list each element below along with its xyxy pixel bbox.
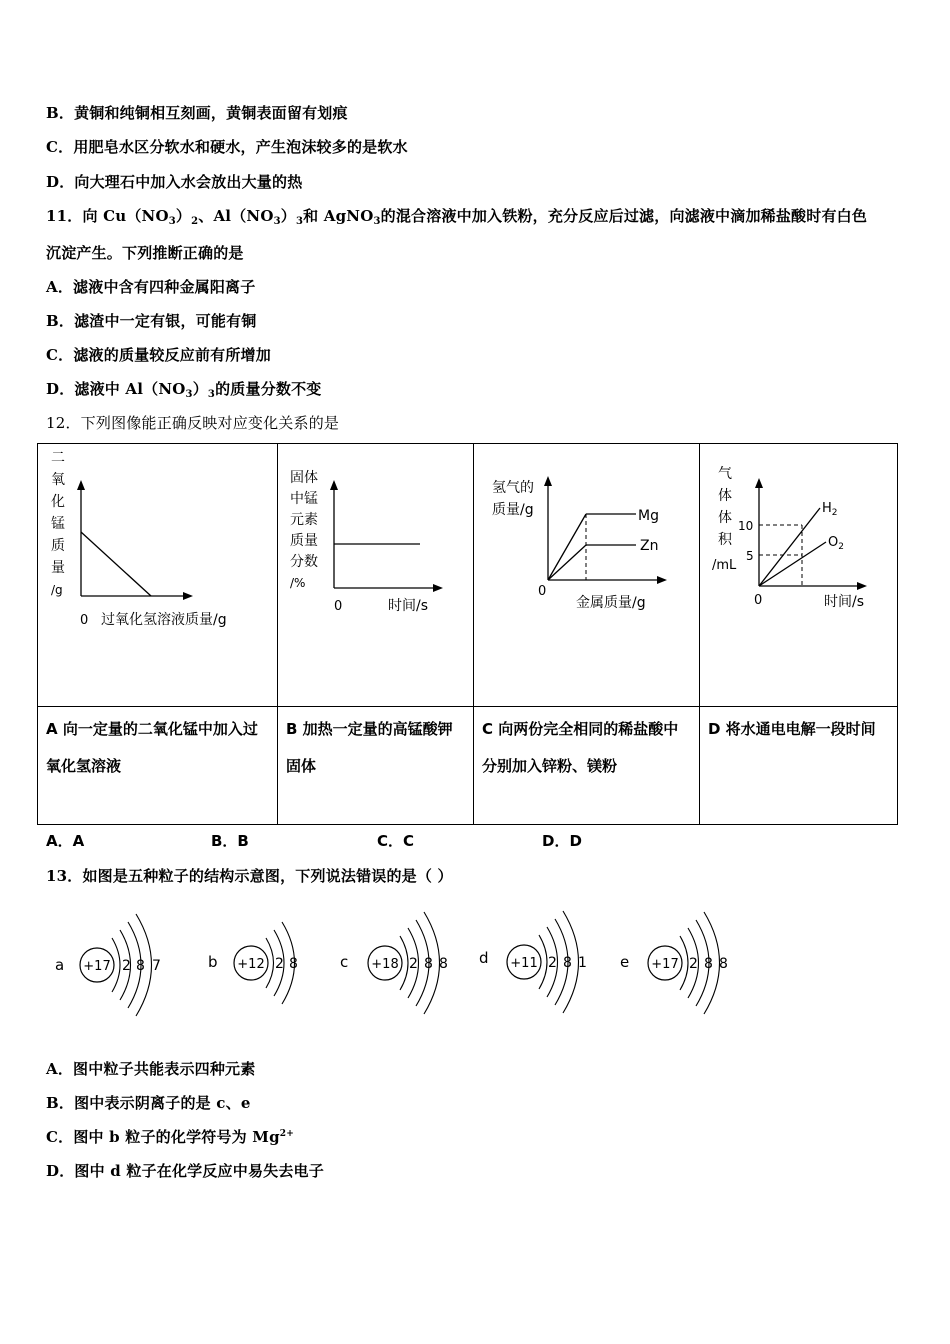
graph-d-ylabel-2: 体 bbox=[718, 510, 732, 526]
q12-stem: 12．下列图像能正确反映对应变化关系的是 bbox=[46, 414, 340, 432]
particle-e-shell-1-count: 2 bbox=[689, 956, 698, 972]
particle-c-shell-1 bbox=[400, 936, 408, 990]
graph-a-ylabel-6: /g bbox=[51, 583, 63, 597]
graph-d-h2-line bbox=[759, 508, 820, 586]
graph-a-ylabel-3: 锰 bbox=[51, 516, 65, 532]
graph-b-ylabel-0: 固体 bbox=[290, 470, 318, 486]
graph-b-ylabel-5: /% bbox=[290, 576, 306, 590]
particle-b-shell-2-count: 8 bbox=[289, 956, 298, 972]
q13-option-d: D．图中 d 粒子在化学反应中易失去电子 bbox=[46, 1162, 324, 1180]
q13-option-a: A．图中粒子共能表示四种元素 bbox=[46, 1060, 256, 1078]
graph-b-xlabel: 时间/s bbox=[388, 598, 429, 614]
graph-c-caption: C 向两份完全相同的稀盐酸中分别加入锌粉、镁粉 bbox=[482, 720, 679, 775]
graph-a-cell bbox=[38, 444, 278, 707]
graph-a-origin: 0 bbox=[80, 613, 89, 628]
graph-a-ylabel-1: 氧 bbox=[51, 472, 65, 488]
graph-c-xlabel: 金属质量/g bbox=[576, 595, 646, 611]
graph-d-ylabel-1: 体 bbox=[718, 488, 732, 504]
particle-b-shell-1-count: 2 bbox=[275, 956, 284, 972]
graph-d-ylabel-3: 积 bbox=[718, 532, 732, 548]
graph-a-series-line bbox=[81, 532, 151, 596]
graph-c-ylabel-1: 质量/g bbox=[492, 502, 534, 518]
particle-a-shell-1-count: 2 bbox=[122, 958, 131, 974]
graph-d bbox=[700, 444, 898, 702]
particle-c-shell-1-count: 2 bbox=[409, 956, 418, 972]
graph-a bbox=[38, 444, 278, 702]
graph-d-cell bbox=[700, 444, 898, 707]
graph-d-caption: D 将水通电电解一段时间 bbox=[708, 720, 876, 738]
graph-d-origin: 0 bbox=[754, 593, 763, 608]
q11-option-c: C．滤液的质量较反应前有所增加 bbox=[46, 346, 271, 364]
graph-b-y-arrow bbox=[330, 480, 338, 490]
particle-c-shell-2-count: 8 bbox=[424, 956, 433, 972]
particle-d-shell-2-count: 8 bbox=[563, 955, 572, 971]
q10-option-d: D．向大理石中加入水会放出大量的热 bbox=[46, 173, 303, 191]
particle-b-shell-1 bbox=[266, 938, 274, 988]
particle-a-shell-2-count: 8 bbox=[136, 958, 145, 974]
graph-a-caption: A 向一定量的二氧化锰中加入过氧化氢溶液 bbox=[46, 720, 258, 775]
particle-c-charge: +18 bbox=[371, 957, 399, 972]
particle-b bbox=[203, 905, 313, 1020]
q11-option-b: B．滤渣中一定有银，可能有铜 bbox=[46, 312, 257, 330]
particle-a-shell-3-count: 7 bbox=[152, 958, 161, 974]
particle-d-shell-1 bbox=[539, 935, 547, 989]
graph-c-origin: 0 bbox=[538, 584, 547, 599]
graph-b-origin: 0 bbox=[334, 599, 343, 614]
graph-d-tick-10: 10 bbox=[738, 519, 754, 533]
graph-c-ylabel-0: 氢气的 bbox=[492, 480, 534, 496]
graph-c-y-arrow bbox=[544, 476, 552, 486]
particle-d-shell-3-count: 1 bbox=[578, 955, 587, 971]
particle-d-shell-1-count: 2 bbox=[548, 955, 557, 971]
graph-c-zn-rise bbox=[548, 545, 586, 580]
particle-d-label: d bbox=[479, 949, 489, 967]
graph-a-ylabel-4: 质 bbox=[51, 538, 65, 554]
q11-option-a: A．滤液中含有四种金属阳离子 bbox=[46, 278, 256, 296]
particle-b-label: b bbox=[208, 953, 218, 971]
graph-a-ylabel-0: 二 bbox=[51, 450, 65, 466]
graph-c-x-arrow bbox=[657, 576, 667, 584]
graph-a-ylabel-5: 量 bbox=[51, 560, 65, 576]
graph-d-ylabel-4: /mL bbox=[712, 558, 737, 573]
particle-b-charge: +12 bbox=[237, 957, 265, 972]
particle-e-shell-1 bbox=[680, 936, 688, 990]
q11-stem: 11．向 $Cu(NO_3)_2$、$Al(NO_3)_3$和 AgNO$_3$的混合溶液中加入铁粉，充分反应后过滤，向滤液中滴加稀盐酸时有白色 bbox=[46, 207, 868, 227]
q10-option-b: B．黄铜和纯铜相互刻画，黄铜表面留有划痕 bbox=[46, 104, 348, 122]
graph-d-series-h2: $H_2$ bbox=[822, 501, 838, 518]
q13-stem: 13．如图是五种粒子的结构示意图，下列说法错误的是（ ） bbox=[46, 867, 453, 885]
q11-option-d: D．滤液中 $Al(NO_3)_3$的质量分数不变 bbox=[46, 380, 322, 400]
graph-d-ylabel-0: 气 bbox=[718, 466, 732, 482]
q13-option-b: B．图中表示阴离子的是 c、e bbox=[46, 1094, 251, 1112]
particle-a-label: a bbox=[55, 956, 65, 974]
q12-answer-a: A．A bbox=[46, 832, 85, 850]
q12-answer-b: B．B bbox=[211, 832, 249, 850]
graph-a-xlabel: 过氧化氢溶液质量/g bbox=[101, 612, 227, 628]
graph-c-cell bbox=[474, 444, 700, 707]
graph-b-caption: B 加热一定量的高锰酸钾固体 bbox=[286, 720, 453, 775]
graph-a-x-arrow bbox=[183, 592, 193, 600]
q10-option-c: C．用肥皂水区分软水和硬水，产生泡沫较多的是软水 bbox=[46, 138, 408, 156]
graph-b-ylabel-1: 中锰 bbox=[290, 491, 318, 507]
particle-c bbox=[335, 905, 465, 1020]
graph-b-cell bbox=[278, 444, 474, 707]
particle-e-shell-3-count: 8 bbox=[719, 956, 728, 972]
q12-graph-table bbox=[37, 443, 898, 825]
graph-c bbox=[474, 444, 700, 702]
particle-c-shell-3-count: 8 bbox=[439, 956, 448, 972]
particle-a-charge: +17 bbox=[83, 959, 111, 974]
particle-e-label: e bbox=[620, 953, 630, 971]
particle-d-charge: +11 bbox=[510, 956, 538, 971]
q12-answer-c: C．C bbox=[377, 832, 415, 850]
graph-c-series-mg: Mg bbox=[638, 508, 659, 524]
graph-d-xlabel: 时间/s bbox=[824, 594, 865, 610]
q12-answer-d: D．D bbox=[542, 832, 582, 850]
graph-b-x-arrow bbox=[433, 584, 443, 592]
particle-a bbox=[50, 905, 180, 1020]
q11-stem-line2: 沉淀产生。下列推断正确的是 bbox=[46, 244, 244, 262]
graph-b-ylabel-4: 分数 bbox=[290, 554, 318, 570]
graph-b-ylabel-2: 元素 bbox=[290, 512, 318, 528]
particle-c-label: c bbox=[340, 953, 349, 971]
graph-a-ylabel-2: 化 bbox=[51, 494, 65, 510]
particle-e bbox=[615, 905, 745, 1020]
graph-c-mg-rise bbox=[548, 514, 586, 580]
q13-option-c: C．图中 b 粒子的化学符号为 $Mg^{2+}$ bbox=[46, 1128, 295, 1146]
particle-e-charge: +17 bbox=[651, 957, 679, 972]
graph-d-y-arrow bbox=[755, 478, 763, 488]
graph-c-series-zn: Zn bbox=[640, 538, 659, 554]
graph-d-o2-line bbox=[759, 542, 826, 586]
particle-a-shell-1 bbox=[112, 938, 120, 992]
graph-b-ylabel-3: 质量 bbox=[290, 533, 318, 549]
particle-d bbox=[475, 905, 605, 1020]
graph-b bbox=[278, 444, 474, 702]
graph-a-y-arrow bbox=[77, 480, 85, 490]
particle-e-shell-2-count: 8 bbox=[704, 956, 713, 972]
graph-d-series-o2: $O_2$ bbox=[828, 535, 844, 552]
graph-d-tick-5: 5 bbox=[746, 549, 754, 563]
graph-d-x-arrow bbox=[857, 582, 867, 590]
